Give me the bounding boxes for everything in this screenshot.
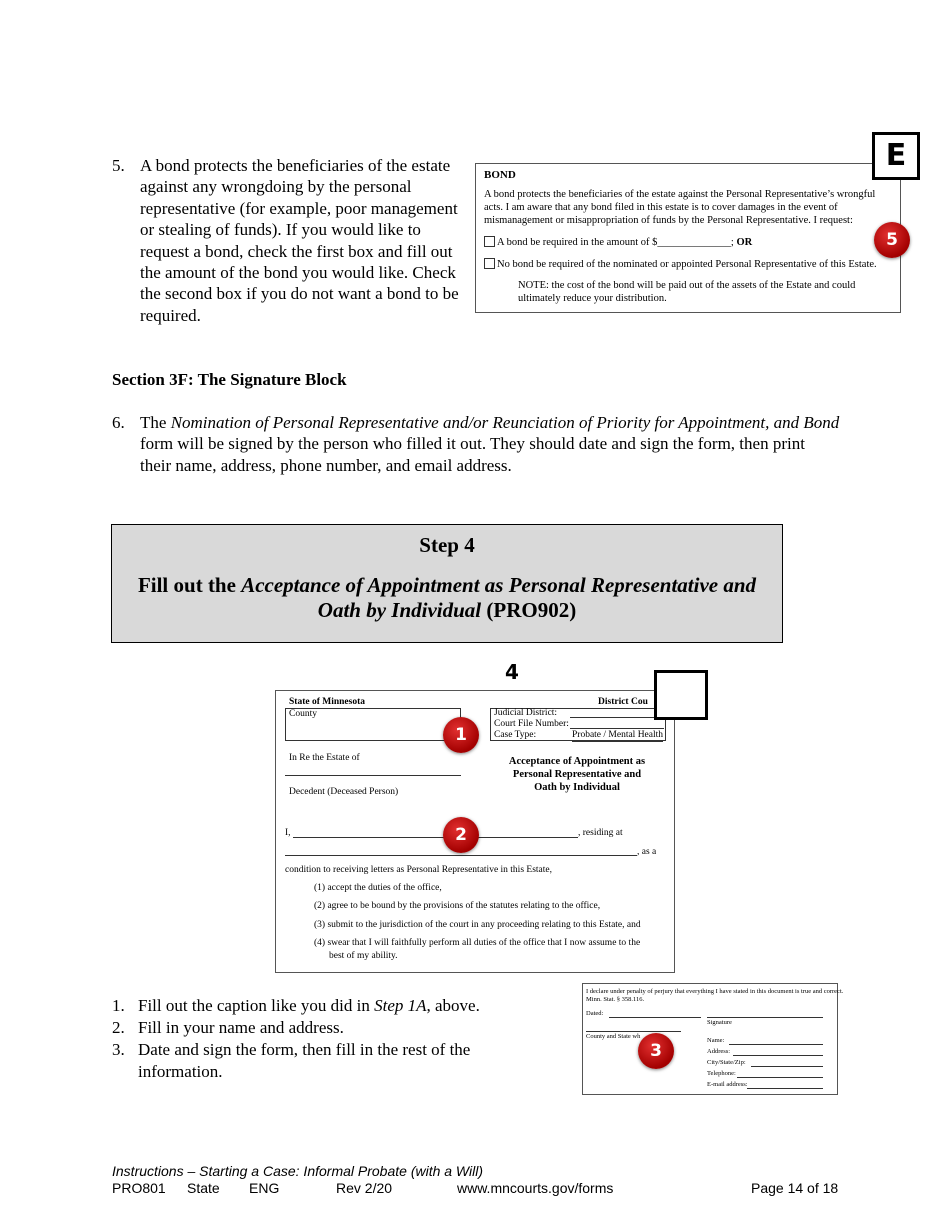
item-number: 5.: [112, 156, 125, 175]
callout-badge-2: 2: [443, 817, 479, 853]
county-line: [586, 1026, 681, 1032]
signature-label: Signature: [707, 1019, 732, 1026]
bond-note: NOTE: the cost of the bond will be paid out of the assets of the Estate and could ultimately reduce your distribution.: [518, 280, 856, 304]
judicial-district-label: Judicial District:: [494, 708, 558, 718]
name-label: Name:: [707, 1037, 725, 1044]
address-line: [733, 1048, 823, 1056]
section-marker-e: E: [872, 132, 920, 180]
checkbox-icon: [484, 258, 495, 269]
form-corner-marker: [654, 670, 708, 720]
decedent-line: [285, 775, 461, 776]
item-number: 6.: [112, 413, 125, 432]
residing-label: , residing at: [578, 828, 623, 838]
footer-url[interactable]: www.mncourts.gov/forms: [457, 1180, 614, 1196]
state-label: State of Minnesota: [289, 697, 365, 707]
condition-text: condition to receiving letters as Personal Representative in this Estate,: [285, 865, 552, 875]
duty-4: (4) swear that I will faithfully perform all duties of the office that I now assume to the: [314, 938, 641, 948]
county-state-label: County and State wh: [586, 1033, 641, 1040]
as-a-label: , as a: [637, 847, 657, 857]
form-title-line3: Oath by Individual: [534, 782, 620, 793]
city-label: City/State/Zip:: [707, 1059, 746, 1066]
case-type-value: Probate / Mental Health: [572, 730, 664, 740]
judicial-district-line: [570, 707, 664, 718]
step-4-box: [111, 524, 783, 643]
court-file-line: [570, 718, 664, 729]
court-file-label: Court File Number:: [494, 719, 569, 729]
telephone-label: Telephone:: [707, 1070, 736, 1077]
city-line: [751, 1059, 823, 1067]
name-line: [729, 1037, 823, 1045]
court-label: District Cou: [598, 697, 648, 707]
statute-text: Minn. Stat. § 358.116.: [586, 996, 645, 1003]
perjury-text: I declare under penalty of perjury that everything I have stated in this document is true and correct.: [586, 988, 844, 995]
dated-label: Dated:: [586, 1010, 604, 1017]
duty-4-cont: best of my ability.: [329, 951, 398, 961]
bond-option-required: A bond be required in the amount of $______________; OR: [484, 236, 752, 249]
duty-2: (2) agree to be bound by the provisions of the statutes relating to the office,: [314, 901, 601, 911]
in-re-label: In Re the Estate of: [289, 753, 360, 763]
checkbox-icon: [484, 236, 495, 247]
footer-revision: Rev 2/20: [336, 1180, 393, 1196]
form-title-line2: Personal Representative and: [512, 769, 642, 780]
callout-badge-3: 3: [638, 1033, 674, 1069]
footer-form-code: PRO801: [112, 1180, 166, 1196]
duty-3: (3) submit to the jurisdiction of the court in any proceeding relating to this Estate, and: [314, 920, 641, 930]
decedent-label: Decedent (Deceased Person): [289, 787, 399, 797]
section-heading: Section 3F: The Signature Block: [112, 370, 347, 389]
callout-badge-5: 5: [874, 222, 910, 258]
bond-title: BOND: [484, 169, 516, 181]
form-title-line1: Acceptance of Appointment as: [508, 756, 646, 767]
bond-option-not-required: No bond be required of the nominated or appointed Personal Representative of this Estate.: [484, 258, 877, 271]
footer-page-number: Page 14 of 18: [751, 1180, 839, 1196]
item-text: The Nomination of Personal Representative and/or Reunciation of Priority for Appointment, and Bond form will be signed by the person who filled it out. They should date and sign the form, then print their name, address, phone number, and email address.: [140, 413, 840, 475]
i-label: I,: [285, 828, 291, 838]
callout-badge-1: 1: [443, 717, 479, 753]
email-line: [747, 1081, 823, 1089]
footer-language: ENG: [249, 1180, 280, 1196]
email-label: E-mail address:: [707, 1081, 748, 1088]
step-heading: Step 4: [419, 533, 475, 557]
address-label: Address:: [707, 1048, 731, 1055]
form-number-marker: 4: [505, 660, 519, 684]
duty-1: (1) accept the duties of the office,: [314, 883, 442, 893]
signature-line: [707, 1010, 823, 1018]
telephone-line: [737, 1070, 823, 1078]
dated-line: [609, 1010, 701, 1018]
signature-block-excerpt: [582, 983, 844, 1095]
step-subheading: Fill out the Acceptance of Appointment as Personal Representative and Oath by Individual (PRO902): [137, 573, 757, 622]
item-text: A bond protects the beneficiaries of the estate against any wrongdoing by the personal representative (for example, poor management or stealing of funds). If you would like to request a bond, check the first box and fill out the amount of the bond you would like. Check the second box if you do not want a bond to be required.: [140, 156, 459, 325]
footer-title: Instructions – Starting a Case: Informal Probate (with a Will): [112, 1163, 484, 1179]
county-label: County: [289, 709, 317, 719]
name-line: [293, 827, 578, 838]
case-type-label: Case Type:: [494, 730, 537, 740]
bond-description: A bond protects the beneficiaries of the estate against the Personal Representative’s wrongful acts. I am aware that any bond filed in this estate is to cover damages in the event of mismanagement or misappropriation of funds by the Personal Representative. I request:: [484, 189, 876, 226]
footer-state: State: [187, 1180, 220, 1196]
bond-section-excerpt: [475, 163, 901, 313]
